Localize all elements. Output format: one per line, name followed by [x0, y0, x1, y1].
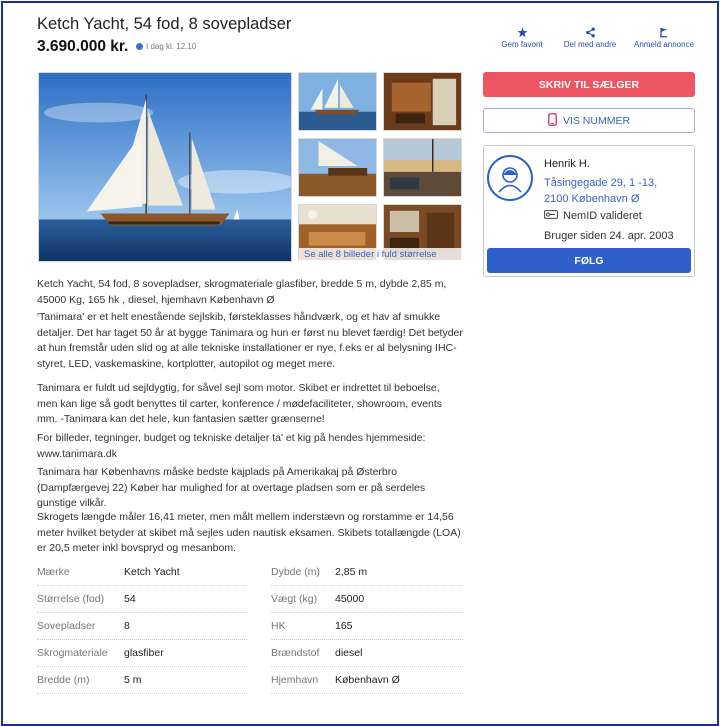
spec-row	[37, 559, 247, 586]
spec-key: Størrelse (fod)	[37, 593, 105, 605]
nemid-status	[544, 210, 642, 222]
nemid-label: NemID valideret	[563, 210, 642, 222]
seller-address-line2[interactable]: 2100 København Ø	[544, 193, 640, 205]
description-paragraph-2: Tanimara er fuldt ud sejldygtig, for såvel sejl som motor. Skibet er indrettet til beboelse, men kan lige så godt benyttes til carter, konference / mødefaciliteter, showroom, events mm. -Tanimara kan det hele, kun fantasien sætter grænserne!	[37, 382, 443, 425]
seller-avatar	[487, 155, 533, 201]
description-paragraph-3: For billeder, tegninger, budget og tekniske detaljer ta' et kig på hendes hjemmeside: www.tanimara.dk	[37, 432, 426, 460]
flag-icon	[659, 24, 669, 40]
show-number-button[interactable]	[483, 108, 695, 133]
description-paragraph-5: Skrogets længde måler 16,41 meter, men målt mellem inderstævn og rorstamme er 14,56 meter hvilket betyder at skibet må sejles uden nautisk eksamen. Skibets totallængde (LOA) er 20,5 meter inkl bovspryd og mesanbom.	[37, 511, 461, 554]
spec-row	[37, 640, 247, 667]
seller-name: Henrik H.	[544, 158, 590, 170]
spec-row	[271, 586, 463, 613]
spec-row	[37, 613, 247, 640]
spec-row	[271, 613, 463, 640]
favorite-button[interactable]	[492, 24, 552, 49]
spec-value: 8	[124, 620, 130, 632]
seller-address-line1[interactable]: Tåsingegade 29, 1 -13,	[544, 177, 658, 189]
member-since: Bruger siden 24. apr. 2003	[544, 230, 674, 242]
harbor-thumbnail-image	[384, 139, 461, 196]
spec-value: 5 m	[124, 674, 142, 686]
listing-title: Ketch Yacht, 54 fod, 8 sovepladser	[37, 15, 292, 33]
spec-key: Vægt (kg)	[271, 593, 318, 605]
write-seller-button[interactable]: SKRIV TIL SÆLGER	[483, 72, 695, 97]
spec-row	[271, 559, 463, 586]
listing-price: 3.690.000 kr.	[37, 38, 129, 55]
report-button[interactable]	[634, 24, 694, 49]
posted-time	[136, 42, 196, 51]
spec-key: Mærke	[37, 566, 70, 578]
thumbnail-1[interactable]	[298, 72, 377, 131]
clock-icon	[136, 43, 143, 50]
thumbnail-3[interactable]	[298, 138, 377, 197]
spec-row	[37, 586, 247, 613]
share-button[interactable]	[560, 24, 620, 49]
posted-time-text: I dag kl. 12.10	[146, 42, 197, 51]
spec-key: Skrogmateriale	[37, 647, 108, 659]
spec-value: diesel	[335, 647, 363, 659]
spec-value: Ketch Yacht	[124, 566, 180, 578]
specs-right-column	[271, 559, 463, 694]
follow-button[interactable]: FØLG	[487, 248, 691, 273]
spec-value: København Ø	[335, 674, 400, 686]
sails-thumbnail-image	[299, 139, 376, 196]
spec-row	[37, 667, 247, 694]
star-icon	[517, 24, 528, 40]
phone-icon	[548, 113, 557, 129]
main-photo[interactable]	[38, 72, 292, 262]
spec-value: 54	[124, 593, 136, 605]
spec-key: Dybde (m)	[271, 566, 321, 578]
spec-key: Brændstof	[271, 647, 320, 659]
spec-row	[271, 640, 463, 667]
deck-thumbnail-image	[384, 73, 461, 130]
thumbnail-2[interactable]	[383, 72, 462, 131]
spec-value: 2,85 m	[335, 566, 368, 578]
description-summary: Ketch Yacht, 54 fod, 8 sovepladser, skrogmateriale glasfiber, bredde 5 m, dybde 2,85 m, 45000 Kg, 165 hk , diesel, hjemhavn København Ø	[37, 278, 447, 306]
spec-value: 165	[335, 620, 353, 632]
share-icon	[585, 24, 596, 40]
favorite-label: Gem favorit	[501, 40, 543, 49]
share-label: Del med andre	[563, 40, 617, 49]
show-number-label: VIS NUMMER	[562, 114, 631, 127]
person-icon	[495, 163, 525, 193]
spec-value: 45000	[335, 593, 365, 605]
key-icon	[544, 210, 558, 222]
spec-value: glasfiber	[124, 647, 164, 659]
description-paragraph-4: Tanimara har Københavns måske bedste kajplads på Amerikakaj på Østerbro (Dampfærgevej 22) Køber har mulighed for at overtage pladsen som er på serdeles gunstige vilkår.	[37, 466, 426, 509]
spec-key: Sovepladser	[37, 620, 96, 632]
ship-thumbnail-image	[299, 73, 376, 130]
see-all-photos-link[interactable]: Se alle 8 billeder i fuld størrelse	[299, 248, 462, 261]
spec-row	[271, 667, 463, 694]
spec-key: HK	[271, 620, 286, 632]
sailing-ship-image	[39, 73, 291, 261]
spec-key: Hjemhavn	[271, 674, 319, 686]
thumbnail-4[interactable]	[383, 138, 462, 197]
report-label: Anmeld annonce	[633, 40, 695, 49]
specs-left-column	[37, 559, 247, 694]
spec-key: Bredde (m)	[37, 674, 90, 686]
description-paragraph-1: 'Tanimara' er et helt enestående sejlskib, førsteklasses håndværk, og et hav af smukke detaljer. Det har taget 50 år at bygge Tanimara og hun er først nu blevet færdig! Det betyder at hun fremstår uden slid og at alle tekniske installationer er nye, f.eks er al belysning IHC-styret, LED, vaskemaskine, kortplotter, autopilot og meget mere.	[37, 311, 463, 370]
